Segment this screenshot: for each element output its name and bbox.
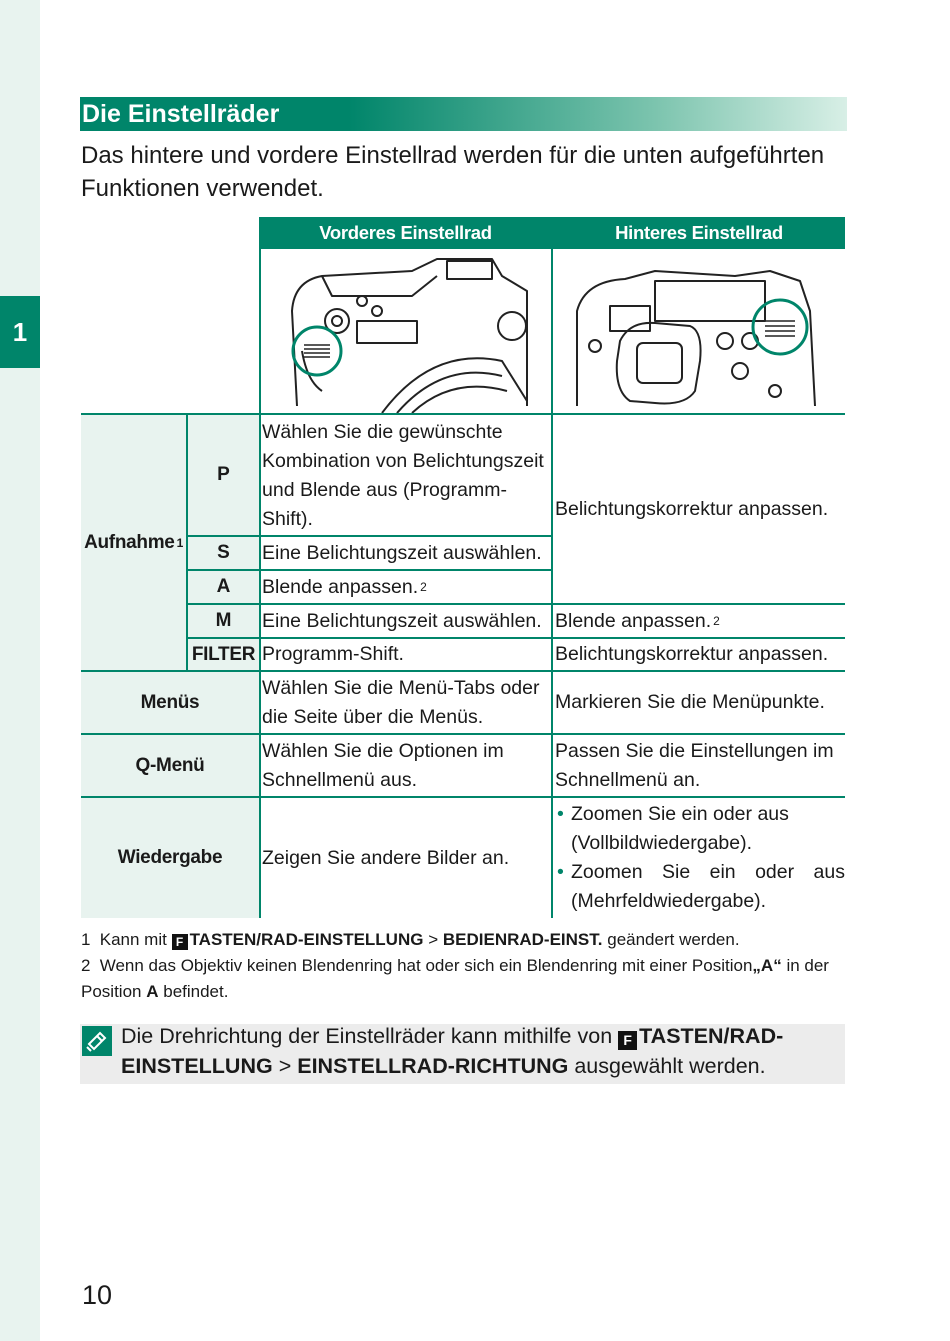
cell-s-front: Eine Belichtungszeit auswählen. bbox=[262, 541, 542, 564]
cell-qmenu-front: Wählen Sie die Optionen im Schnellmenü aus. bbox=[262, 739, 504, 791]
settings-menu-icon: F bbox=[618, 1031, 637, 1050]
mode-s: S bbox=[188, 537, 259, 569]
footnote-1 bbox=[81, 927, 841, 953]
cell-filter-front: Programm-Shift. bbox=[262, 643, 404, 665]
separator: > bbox=[428, 930, 439, 949]
page-number: 10 bbox=[82, 1280, 113, 1310]
table-rule bbox=[81, 796, 845, 798]
table-rule bbox=[188, 637, 845, 639]
note-text-part: ausgewählt werden. bbox=[574, 1054, 766, 1078]
mode-m: M bbox=[188, 605, 259, 637]
table-rule bbox=[188, 569, 552, 571]
menu-path: BEDIENRAD-EINST. bbox=[442, 930, 603, 949]
cell-a-front-text: Blende anpassen. bbox=[262, 575, 419, 598]
footnote-text: Kann mit bbox=[99, 930, 167, 949]
row-playback: Wiedergabe bbox=[81, 798, 259, 918]
footnote-ref-1: 1 bbox=[176, 535, 183, 550]
table-rule bbox=[81, 413, 845, 415]
cell-menus-rear: Markieren Sie die Menüpunkte. bbox=[555, 691, 825, 713]
cell-qmenu-rear: Passen Sie die Einstellungen im Schnellmenü an. bbox=[555, 739, 834, 791]
settings-menu-icon: F bbox=[172, 934, 188, 950]
cell-playback-rear bbox=[553, 798, 845, 918]
footnote-text: geändert werden. bbox=[607, 930, 740, 949]
footnote-ref-2: 2 bbox=[420, 579, 427, 594]
table-rule bbox=[188, 603, 845, 605]
footnote-number: 2 bbox=[81, 956, 91, 975]
mode-p: P bbox=[188, 415, 259, 535]
table-rule bbox=[81, 733, 845, 735]
table-rule bbox=[186, 415, 188, 670]
page-sidebar bbox=[0, 0, 40, 1341]
table-rule bbox=[551, 217, 553, 918]
mode-a: A bbox=[188, 571, 259, 603]
menu-path: TASTEN/RAD-EINSTELLUNG bbox=[189, 930, 424, 949]
note-text-part: Die Drehrichtung der Einstellräder kann mithilfe von bbox=[121, 1024, 613, 1048]
mode-filter: FILTER bbox=[188, 639, 259, 670]
cell-psa-rear: Belichtungskorrektur anpassen. bbox=[555, 498, 829, 520]
note-text bbox=[121, 1021, 841, 1081]
row-qmenu: Q-Menü bbox=[81, 735, 259, 796]
footnote-text: Wenn das Objektiv keinen Blendenring hat oder sich ein Blendenring mit einer Position bbox=[99, 956, 753, 975]
row-group-shooting-label: Aufnahme bbox=[84, 531, 175, 553]
cell-menus-front: Wählen Sie die Menü-Tabs oder die Seite über die Menüs. bbox=[262, 676, 540, 728]
footnote-text: befindet. bbox=[163, 982, 229, 1001]
cell-m-rear bbox=[553, 605, 845, 637]
list-item: • Zoomen Sie ein oder aus (Mehrfeldwiedergabe). bbox=[555, 858, 845, 916]
front-dial-image bbox=[262, 251, 551, 413]
note-pencil-icon bbox=[82, 1026, 112, 1056]
cell-m-rear-text: Blende anpassen. bbox=[555, 609, 712, 632]
list-item: • Zoomen Sie ein oder aus (Vollbildwiedergabe). bbox=[555, 800, 845, 858]
header-front-dial: Vorderes Einstellrad bbox=[260, 217, 551, 249]
footnotes bbox=[81, 927, 841, 1005]
separator: > bbox=[278, 1054, 292, 1078]
camera-front-icon bbox=[262, 251, 551, 413]
cell-filter-rear: Belichtungskorrektur anpassen. bbox=[555, 643, 829, 665]
camera-rear-icon bbox=[555, 251, 845, 413]
table-rule bbox=[81, 670, 845, 672]
playback-rear-list bbox=[555, 800, 845, 916]
intro-text: Das hintere und vordere Einstellrad werden für die unten aufgeführten Funktionen verwendet. bbox=[81, 142, 825, 202]
footnote-ref-2b: 2 bbox=[713, 613, 720, 628]
row-group-shooting bbox=[81, 415, 186, 670]
footnote-2 bbox=[81, 953, 841, 1005]
footnote-number: 1 bbox=[81, 930, 91, 949]
row-menus: Menüs bbox=[81, 672, 259, 733]
menu-path: EINSTELLRAD-RICHTUNG bbox=[297, 1054, 569, 1078]
footnote-bold: „A“ bbox=[752, 956, 782, 975]
header-rear-dial: Hinteres Einstellrad bbox=[553, 217, 845, 249]
menu-path: TASTEN/RAD-EINSTELLUNG bbox=[121, 1024, 784, 1078]
cell-m-front: Eine Belichtungszeit auswählen. bbox=[262, 609, 542, 632]
section-title: Die Einstellräder bbox=[80, 97, 847, 131]
footnote-bold: A bbox=[146, 982, 159, 1001]
table-rule bbox=[188, 535, 552, 537]
table-rule bbox=[259, 217, 261, 918]
cell-p-front: Wählen Sie die gewünschte Kombination von Belichtungszeit und Blende aus (Programm-Shift). bbox=[262, 420, 544, 530]
cell-playback-front: Zeigen Sie andere Bilder an. bbox=[262, 846, 510, 869]
cell-a-front bbox=[260, 571, 550, 603]
chapter-tab[interactable]: 1 bbox=[0, 296, 40, 368]
rear-dial-image bbox=[555, 251, 845, 413]
footnote-text: in der Position bbox=[81, 956, 829, 1001]
note-box bbox=[80, 1024, 845, 1084]
